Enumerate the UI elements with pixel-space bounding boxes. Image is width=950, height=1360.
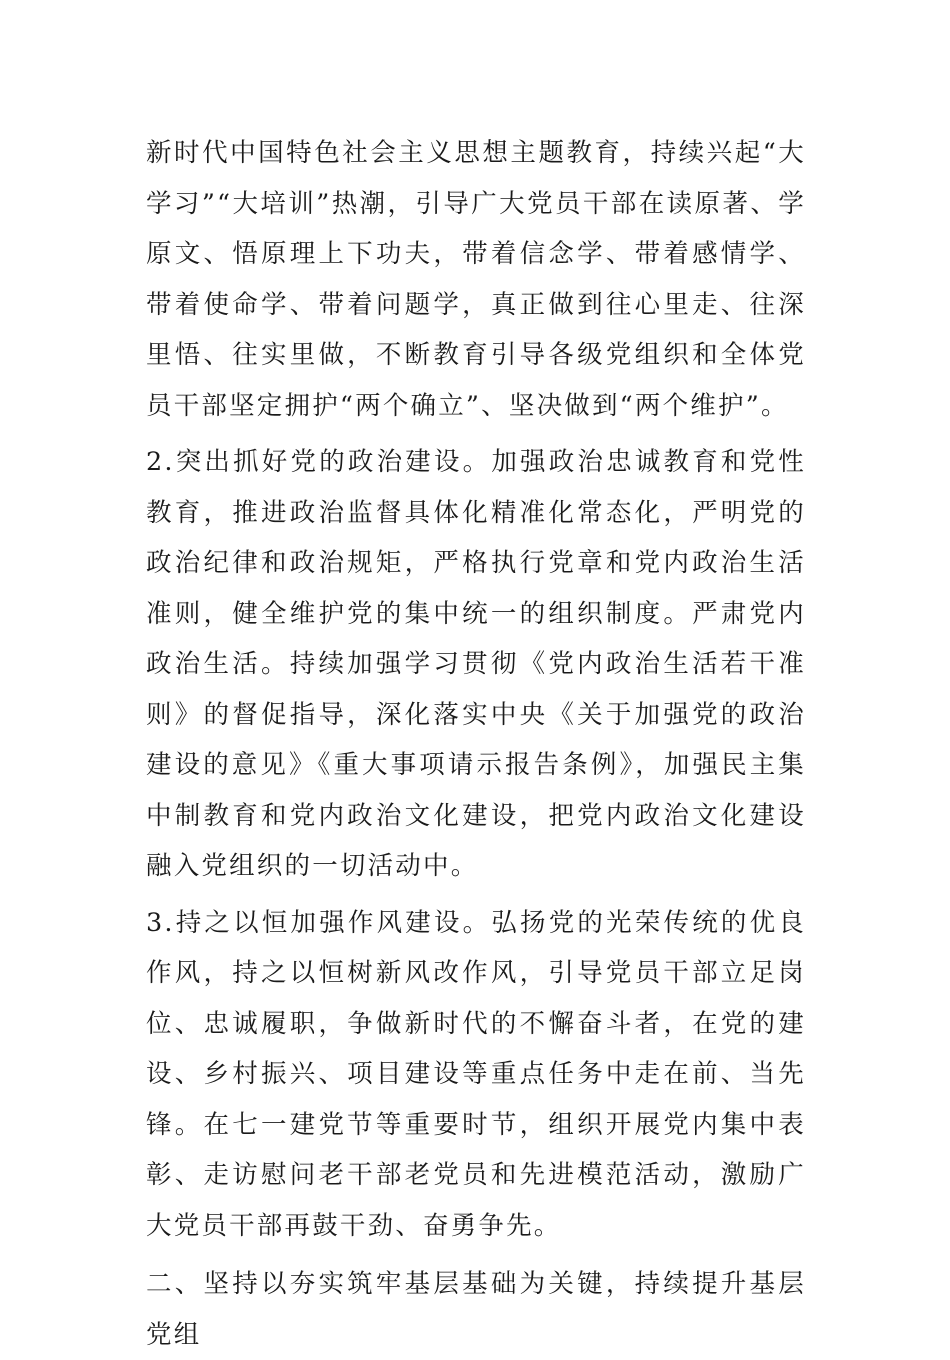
paragraph-work-style: 3.持之以恒加强作风建设。弘扬党的光荣传统的优良作风，持之以恒树新风改作风，引导党员干部立足岗位、忠诚履职，争做新时代的不懈奋斗者，在党的建设、乡村振兴、项目建设等重点任务中走在前、当先锋。在七一建党节等重要时节，组织开展党内集中表彰、走访慰问老干部老党员和先进模范活动，激励广大党员干部再鼓干劲、奋勇争先。 xyxy=(146,907,806,1241)
paragraph-theme-education: 新时代中国特色社会主义思想主题教育，持续兴起“大学习”“大培训”热潮，引导广大党员干部在读原著、学原文、悟原理上下功夫，带着信念学、带着感情学、带着使命学、带着问题学，真正做到往心里走、往深里悟、往实里做，不断教育引导各级党组织和全体党员干部坚定拥护“两个确立”、坚决做到“两个维护”。 xyxy=(146,138,806,421)
document-body xyxy=(146,128,806,1360)
section-heading-grassroots: 二、坚持以夯实筑牢基层基础为关键，持续提升基层党组 xyxy=(146,1269,806,1350)
paragraph-political-building: 2.突出抓好党的政治建设。加强政治忠诚教育和党性教育，推进政治监督具体化精准化常态化，严明党的政治纪律和政治规矩，严格执行党章和党内政治生活准则，健全维护党的集中统一的组织制度。严肃党内政治生活。持续加强学习贯彻《党内政治生活若干准则》的督促指导，深化落实中央《关于加强党的政治建设的意见》《重大事项请示报告条例》，加强民主集中制教育和党内政治文化建设，把党内政治文化建设融入党组织的一切活动中。 xyxy=(146,447,806,881)
